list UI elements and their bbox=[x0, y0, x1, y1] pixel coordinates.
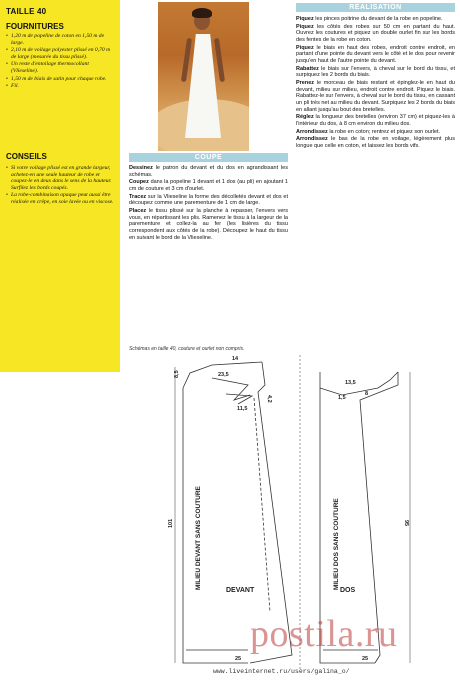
devant-dart-upper bbox=[212, 378, 250, 400]
fourniture-item: • 1,50 m de biais de satin pour chaque robe. bbox=[6, 76, 116, 83]
dos-fold-label: MILIEU DOS SANS COUTURE bbox=[333, 498, 340, 590]
dim-label: 101 bbox=[168, 518, 174, 528]
dim-label: 13,5 bbox=[345, 380, 356, 386]
devant-drape-line bbox=[254, 398, 270, 612]
watermark-logo: postila.ru bbox=[250, 613, 398, 655]
dim-label: 95 bbox=[403, 520, 409, 527]
realisation-paragraph: Piquez le biais en haut des robes, endroit contre endroit, en partant d'une pointe du devant vers le côté et le dos pour revenir jusqu'en haut de l'autre pointe du devant. bbox=[296, 44, 455, 65]
devant-fold-label: MILIEU DEVANT SANS COUTURE bbox=[195, 486, 202, 590]
dos-neckline bbox=[320, 372, 398, 395]
dim-label: 1,5 bbox=[338, 395, 346, 401]
realisation-paragraph: Rabattez le biais sur l'envers, à cheval sur le bord du tissu, et surpiquez les 2 bords du biais. bbox=[296, 65, 455, 79]
conseil-item: • La robe-combinaison opaque peut aussi être réalisée en crêpe, en soie lavée ou en viscose. bbox=[6, 192, 116, 205]
dim-label: 25 bbox=[362, 656, 369, 662]
schema-caption: Schémas en taille 40, couture et ourlet non compris. bbox=[129, 346, 245, 352]
coupe-paragraph: Placez le tissu plissé sur la planche à repasser, l'envers vers vous, en répartissant les plis. Ramenez le tissu à la largeur de la parementure et collez-la au fer (les lisières du tissu correspondent aux côtés de la robe). Découpez le haut du tissu en suivant le bord de la Vlieseline. bbox=[129, 207, 288, 241]
fournitures-heading: FOURNITURES bbox=[6, 22, 64, 31]
realisation-paragraph: Arrondissez le bas de la robe en voilage, légèrement plus longue que celle en coton, et laissez les bords vifs. bbox=[296, 136, 455, 150]
dim-label: 23,5 bbox=[218, 372, 229, 378]
realisation-paragraph: Arrondissez la robe en coton; rentrez et piquez son ourlet. bbox=[296, 128, 441, 135]
dim-label: 14 bbox=[232, 356, 239, 362]
dim-label: 25 bbox=[235, 656, 242, 662]
fourniture-item: • Un reste d'entoilage thermocollant (Vlieseline). bbox=[6, 61, 116, 74]
realisation-banner: RÉALISATION bbox=[296, 3, 455, 12]
fourniture-item: • 1,20 m de popeline de coton en 1,50 m de large. bbox=[6, 33, 116, 46]
coupe-paragraph: Coupez dans la popeline 1 devant et 1 dos (au pli) en ajoutant 1 cm de couture et 3 cm d'ourlet. bbox=[129, 179, 288, 193]
watermark-url: www.liveinternet.ru/users/galina_o/ bbox=[213, 668, 350, 675]
coupe-paragraph: Tracez sur la Vlieseline la forme des décolletés devant et dos et découpez comme une parementure de 1 cm de large. bbox=[129, 193, 288, 207]
dim-label: 4,2 bbox=[266, 395, 272, 403]
size-heading: TAILLE 40 bbox=[6, 7, 47, 16]
conseils-heading: CONSEILS bbox=[6, 152, 47, 161]
conseil-item: • Si votre voilage plissé est en grande largeur, achetez-en une seule hauteur de robe et coupez-le en deux dans le sens de la hauteur. Surfilez les bords coupés. bbox=[6, 165, 116, 191]
realisation-paragraph: Piquez les pinces poitrine du devant de la robe en popeline. bbox=[296, 16, 443, 22]
coupe-paragraph: Dessinez le patron du devant et du dos en agrandissant les schémas. bbox=[129, 165, 288, 178]
dim-label: 8 bbox=[365, 391, 369, 397]
dim-label: 11,5 bbox=[237, 406, 248, 412]
realisation-paragraph: Piquez les côtés des robes sur 50 cm en partant du haut. Ouvrez les coutures et piquez un double ourlet fin sur les bords des fentes de la robe en coton. bbox=[296, 23, 455, 44]
realisation-paragraph: Prenez le morceau de biais restant et épinglez-le en haut du devant, milieu sur milieu, endroit contre endroit. Piquez le biais. Rabattez-le sur l'envers, à cheval sur le bord du tissu, en cassant un pli très net au milieu du devant. Surpiquez les 2 bords du biais en allant jusqu'au bout des bretelles. bbox=[296, 79, 455, 113]
fourniture-item: • 2,10 m de voilage polyester plissé en 0,70 m de large (mesurée du tissu plissé). bbox=[6, 47, 116, 60]
devant-piece-label: DEVANT bbox=[226, 587, 255, 594]
dos-piece-label: DOS bbox=[340, 587, 356, 594]
realisation-paragraph: Réglez la longueur des bretelles (environ 37 cm) et piquez-les à l'intérieur du dos, à 8 cm environ du milieu dos. bbox=[296, 114, 455, 128]
dim-label: 8,5 bbox=[174, 370, 180, 378]
devant-dart-lower bbox=[226, 394, 252, 404]
fourniture-item: • Fil. bbox=[6, 83, 116, 90]
coupe-banner: COUPE bbox=[129, 153, 288, 162]
devant-outline bbox=[183, 388, 248, 663]
